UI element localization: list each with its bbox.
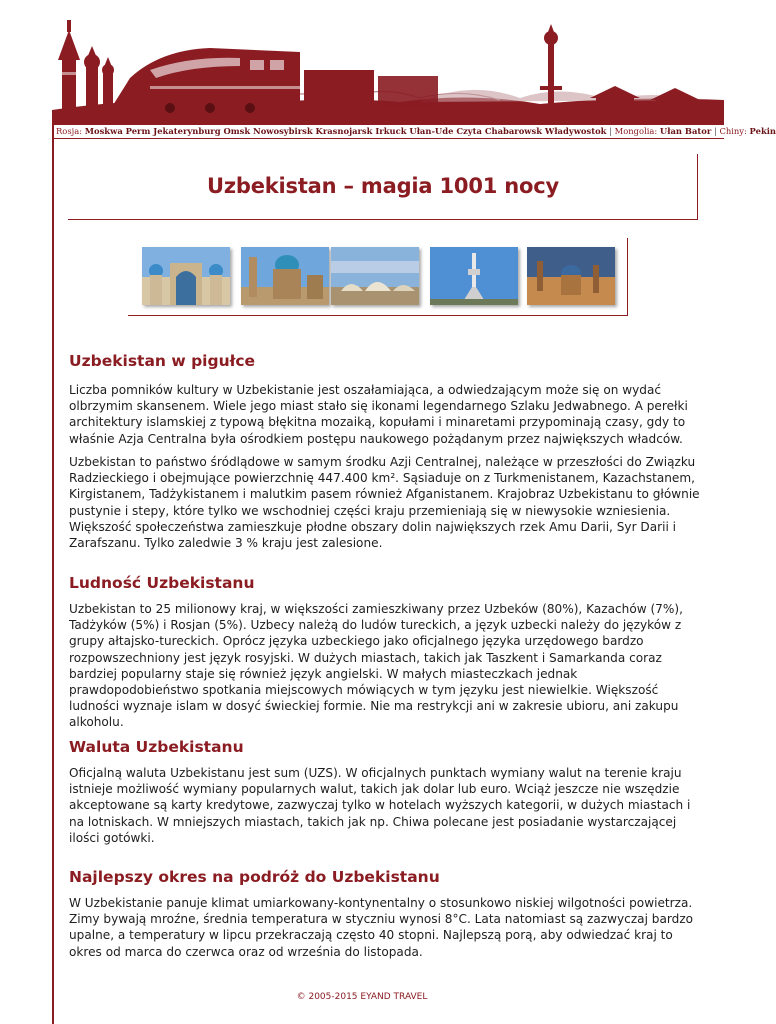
title-box <box>68 154 698 220</box>
cities-label-mongolia: Mongolia: <box>614 126 658 136</box>
cities-bar <box>52 124 776 139</box>
page-title: Uzbekistan – magia 1001 nocy <box>207 174 559 198</box>
tv-tower-photo[interactable] <box>430 247 518 305</box>
mausoleum-photo[interactable] <box>241 247 329 305</box>
train-skyline-illustration <box>0 0 724 124</box>
section-paragraph: Uzbekistan to 25 milionowy kraj, w większości zamieszkiwany przez Uzbeków (80%), Kazachów (7%), Tadżyków (5%) i Rosjan (5%). Uzbecy należą do ludów tureckich, a język uzbecki należy do języków z grupy ałtajsko-tureckich. Oprócz języka uzbeckiego jako oficjalnego języka urzędowego bardzo rozpowszechniony jest język rosyjski. W dużych miastach, takich jak Taszkent i Samarkanda coraz bardziej popularny staje się również język angielski. W małych miasteczkach jednak prawdopodobieństwo spotkania miejscowych mówiących w tym języku jest niewielkie. Większość ludności wyznaje islam w dosyć świeckiej formie. Nie ma restrykcji ani w zakresie ubioru, ani zakupu alkoholu. <box>69 602 683 730</box>
photo-gallery <box>128 238 628 316</box>
section-heading-overview: Uzbekistan w pigułce <box>69 352 256 370</box>
section-paragraph: Liczba pomników kultury w Uzbekistanie jest oszałamiająca, a odwiedzającym może się on wydać olbrzymim skansenem. Wiele jego miast stało się ikonami legendarnego Szlaku Jedwabnego. A perełki architektury islamskiej z typową błękitna mozaiką, kopułami i minaretami przypominają czasy, gdy to właśnie Azja Centralna była ośrodkiem postępu naukowego pożądanym przez największych władców. <box>69 383 688 446</box>
section-heading-population: Ludność Uzbekistanu <box>69 574 255 592</box>
sunset-city-photo[interactable] <box>527 247 615 305</box>
cities-list-mongolia[interactable]: Ułan Bator <box>659 126 712 136</box>
cities-label-russia: Rosja: <box>56 126 83 136</box>
left-vertical-rule <box>52 124 54 1024</box>
cities-list-russia[interactable]: Moskwa Perm Jekaterynburg Omsk Nowosybirsk Krasnojarsk Irkuck Ułan-Ude Czyta Chabarowsk Władywostok <box>84 126 607 136</box>
cities-label-china: Chiny: <box>719 126 747 136</box>
section-heading-currency: Waluta Uzbekistanu <box>69 738 244 756</box>
section-paragraph: W Uzbekistanie panuje klimat umiarkowany-kontynentalny o stosunkowo niskiej wilgotności powietrza. Zimy bywają mroźne, średnia temperatura w styczniu wynosi 8°C. Lata natomiast są zazwyczaj bardzo upalne, a temperatury w lipcu przekraczają często 40 stopni. Najlepszą porą, aby odwiedzać kraj to okres od marca do czerwca oraz od września do listopada. <box>69 896 694 959</box>
section-paragraph: Oficjalną waluta Uzbekistanu jest sum (UZS). W oficjalnych punktach wymiany walut na terenie kraju istnieje możliwość wymiany popularnych walut, takich jak dolar lub euro. Wciąż jeszcze nie wszędzie akceptowane są karty kredytowe, zazwyczaj tylko w hotelach wyższych kategorii, w dużych miastach i na lotniskach. W mniejszych miastach, takich jak np. Chiwa polecane jest posiadanie wystarczającej ilości gotówki. <box>69 766 691 845</box>
header-banner <box>0 0 724 124</box>
footer-copyright: © 2005-2015 EYAND TRAVEL <box>296 992 428 1002</box>
cities-separator: | <box>609 126 612 136</box>
yurt-photo[interactable] <box>331 247 419 305</box>
madrasa-photo[interactable] <box>142 247 230 305</box>
section-heading-best-time: Najlepszy okres na podróż do Uzbekistanu <box>69 868 440 886</box>
cities-separator: | <box>713 126 717 136</box>
cities-list-china[interactable]: Pekin <box>749 126 776 136</box>
section-paragraph: Uzbekistan to państwo śródlądowe w samym środku Azji Centralnej, należące w przeszłości do Związku Radzieckiego i obejmujące powierzchnię 447.400 km². Sąsiaduje on z Turkmenistanem, Kazachstanem, Kirgistanem, Tadżykistanem i malutkim pasem również Afganistanem. Krajobraz Uzbekistanu to głównie pustynie i stepy, które tylko we wschodniej części kraju przemieniają się w niewysokie wzniesienia. Większość społeczeństwa zamieszkuje płodne obszary dolin największych rzek Amu Darii, Syr Darii i Zarafszanu. Tylko zaledwie 3 % kraju jest zalesione. <box>69 455 700 551</box>
